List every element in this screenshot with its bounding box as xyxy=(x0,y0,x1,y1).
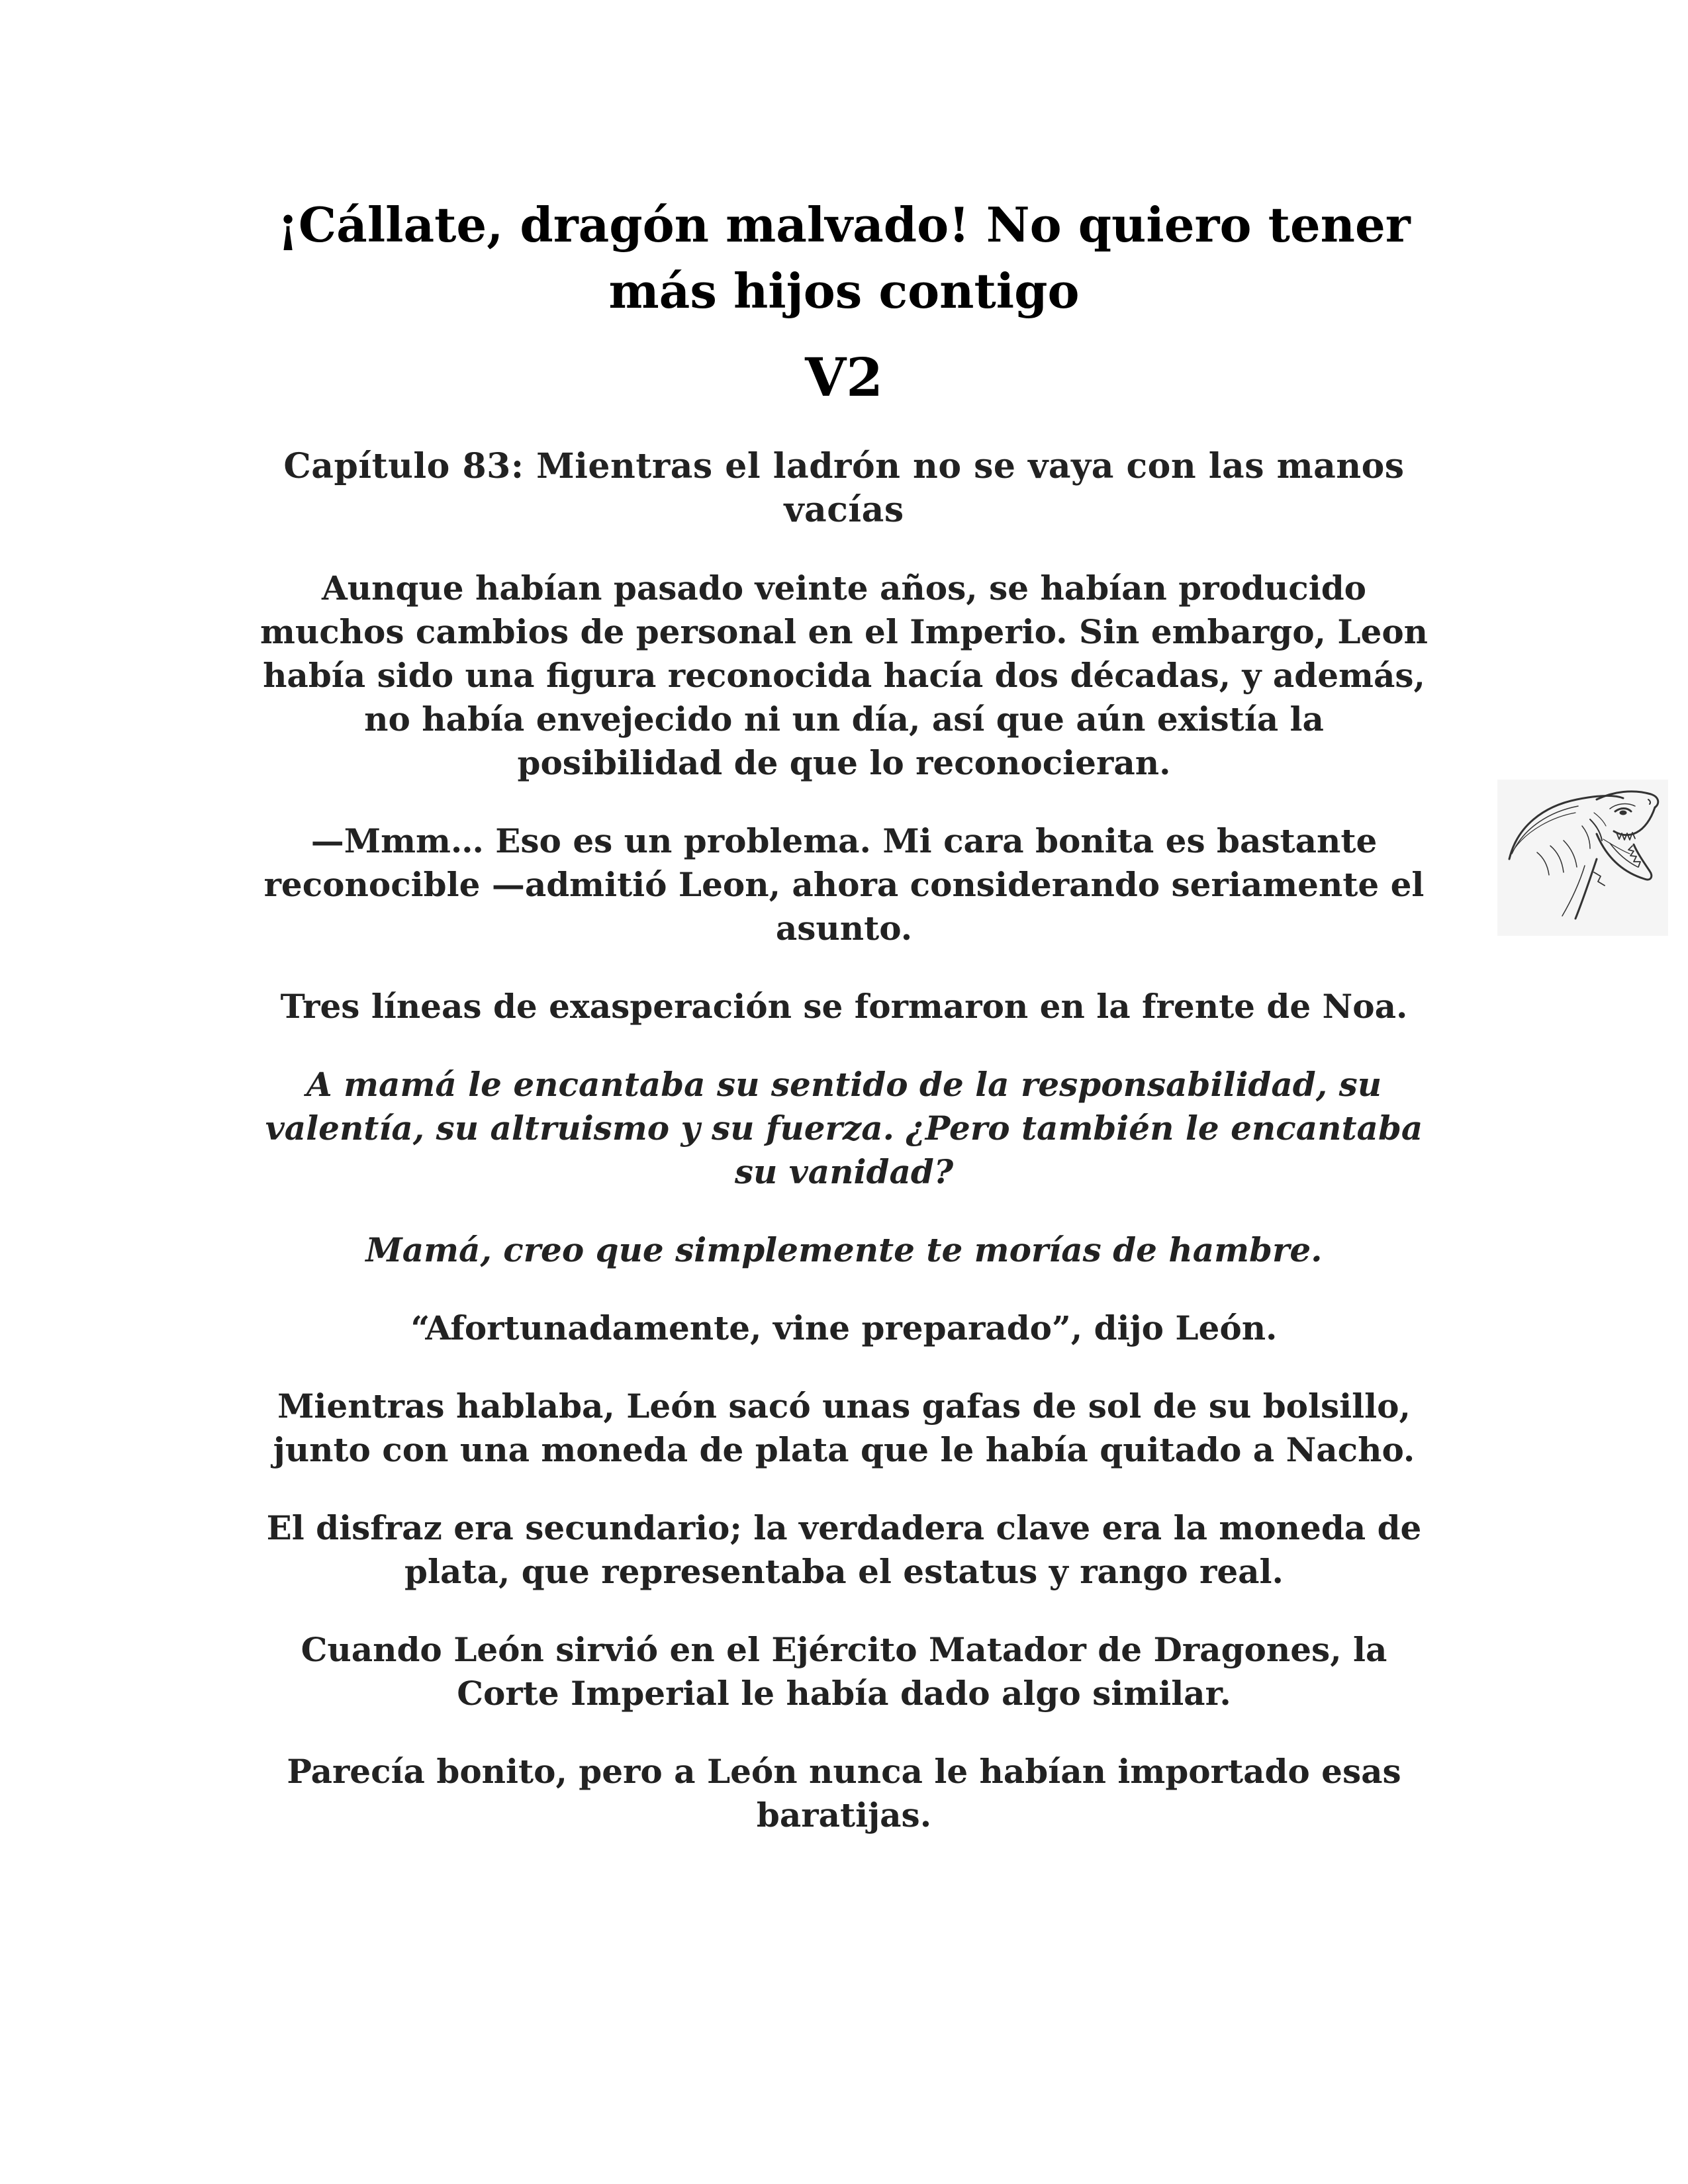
chapter-heading-line: Capítulo 83: Mientras el ladrón no se vaya con las manos xyxy=(283,446,1405,486)
paragraph xyxy=(218,1306,1470,1350)
paragraph-line: Corte Imperial le había dado algo similar. xyxy=(457,1674,1231,1713)
paragraph-line: Cuando León sirvió en el Ejército Matador de Dragones, la xyxy=(301,1630,1387,1669)
paragraph-line: “Afortunadamente, vine preparado”, dijo León. xyxy=(410,1308,1278,1347)
paragraph-line: su vanidad? xyxy=(734,1152,954,1191)
paragraph-line: El disfraz era secundario; la verdadera clave era la moneda de xyxy=(266,1508,1422,1547)
paragraph-line: había sido una figura reconocida hacía dos décadas, y además, xyxy=(263,656,1425,695)
paragraph xyxy=(218,1506,1470,1594)
paragraph xyxy=(218,985,1470,1028)
paragraph-line: muchos cambios de personal en el Imperio. Sin embargo, Leon xyxy=(259,612,1429,651)
paragraph-line: plata, que representaba el estatus y rango real. xyxy=(404,1552,1284,1591)
title-line: más hijos contigo xyxy=(608,263,1080,319)
paragraph-line: posibilidad de que lo reconocieran. xyxy=(517,743,1171,782)
dragon-head-sketch-icon xyxy=(1497,780,1668,936)
paragraph-line: baratijas. xyxy=(756,1796,932,1835)
chapter-heading-line: vacías xyxy=(784,490,904,530)
paragraph-line: Aunque habían pasado veinte años, se habían producido xyxy=(321,569,1367,608)
paragraph xyxy=(218,567,1470,785)
paragraph-line: Mientras hablaba, León sacó unas gafas de sol de su bolsillo, xyxy=(277,1387,1411,1426)
paragraph xyxy=(218,1628,1470,1715)
volume-label: V2 xyxy=(805,346,883,408)
paragraph-line: —Mmm… Eso es un problema. Mi cara bonita es bastante xyxy=(310,821,1378,860)
paragraph-line: Tres líneas de exasperación se formaron en la frente de Noa. xyxy=(280,987,1408,1026)
paragraph xyxy=(218,1750,1470,1837)
paragraph-italic xyxy=(218,1063,1470,1194)
paragraph-line: Mamá, creo que simplemente te morías de hambre. xyxy=(365,1230,1323,1269)
paragraph-line: A mamá le encantaba su sentido de la responsabilidad, su xyxy=(306,1065,1382,1104)
paragraph-line: valentía, su altruismo y su fuerza. ¿Pero también le encantaba xyxy=(265,1109,1423,1148)
paragraph-line: Parecía bonito, pero a León nunca le habían importado esas xyxy=(287,1752,1401,1791)
paragraph-line: reconocible —admitió Leon, ahora considerando seriamente el xyxy=(263,865,1425,904)
paragraph xyxy=(218,819,1470,950)
document-page xyxy=(218,192,1470,1837)
document-title xyxy=(218,192,1470,324)
paragraph-line: no había envejecido ni un día, así que aún existía la xyxy=(364,700,1324,739)
title-line: ¡Cállate, dragón malvado! No quiero tener xyxy=(277,197,1411,253)
paragraph-line: junto con una moneda de plata que le había quitado a Nacho. xyxy=(273,1430,1415,1469)
paragraph-italic xyxy=(218,1228,1470,1272)
paragraph-line: asunto. xyxy=(775,909,913,948)
paragraph xyxy=(218,1385,1470,1472)
chapter-heading xyxy=(218,445,1470,532)
